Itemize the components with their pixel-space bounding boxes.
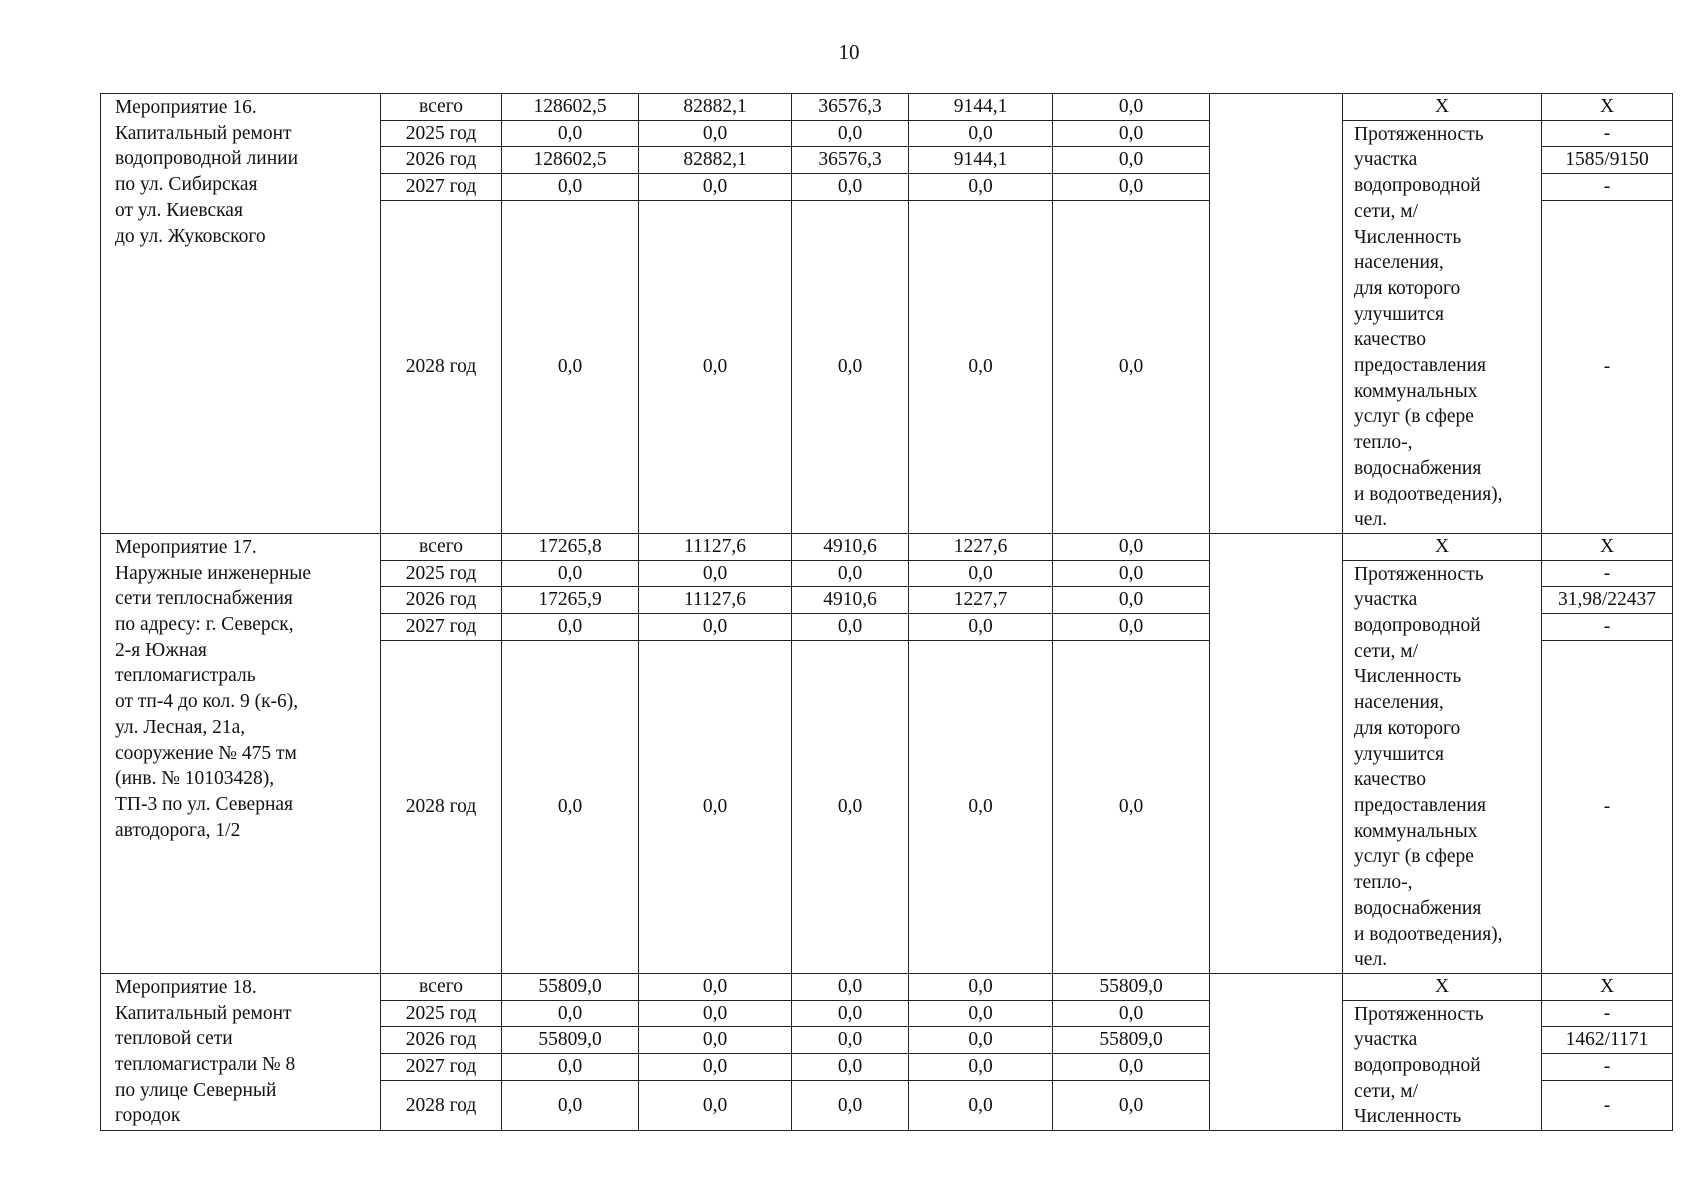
value-regional: 0,0 bbox=[792, 560, 909, 587]
value-other: 0,0 bbox=[1053, 200, 1210, 533]
value-total: 55809,0 bbox=[502, 973, 639, 1000]
event-18-row-total bbox=[101, 973, 1673, 1000]
value-total: 0,0 bbox=[502, 174, 639, 201]
indicator-value: - bbox=[1542, 1054, 1673, 1081]
period-label: 2026 год bbox=[381, 147, 502, 174]
value-total: 0,0 bbox=[502, 1080, 639, 1130]
event-16-blank-cell bbox=[1210, 94, 1343, 534]
period-label: 2028 год bbox=[381, 640, 502, 973]
value-regional: 0,0 bbox=[792, 200, 909, 533]
value-other: 0,0 bbox=[1053, 614, 1210, 641]
value-regional: 0,0 bbox=[792, 973, 909, 1000]
value-federal: 0,0 bbox=[639, 560, 792, 587]
indicator-value: 31,98/22437 bbox=[1542, 587, 1673, 614]
value-federal: 82882,1 bbox=[639, 147, 792, 174]
value-regional: 36576,3 bbox=[792, 147, 909, 174]
period-label: 2027 год bbox=[381, 1054, 502, 1081]
period-label: 2025 год bbox=[381, 1000, 502, 1027]
value-other: 0,0 bbox=[1053, 174, 1210, 201]
event-16-row-total bbox=[101, 94, 1673, 121]
period-label: всего bbox=[381, 94, 502, 121]
value-other: 0,0 bbox=[1053, 1000, 1210, 1027]
value-regional: 4910,6 bbox=[792, 533, 909, 560]
value-local: 0,0 bbox=[909, 1027, 1053, 1054]
period-label: 2028 год bbox=[381, 200, 502, 533]
value-local: 0,0 bbox=[909, 1054, 1053, 1081]
value-total: 128602,5 bbox=[502, 147, 639, 174]
event-18-blank-cell bbox=[1210, 973, 1343, 1130]
value-local: 0,0 bbox=[909, 1000, 1053, 1027]
program-table bbox=[100, 93, 1673, 1131]
event-16-name: Мероприятие 16. Капитальный ремонт водопроводной линии по ул. Сибирская от ул. Киевская до ул. Жуковского bbox=[101, 94, 381, 534]
period-label: 2027 год bbox=[381, 174, 502, 201]
event-17-name: Мероприятие 17. Наружные инженерные сети теплоснабжения по адресу: г. Северск, 2-я Южная тепломагистраль от тп-4 до кол. 9 (к-6), ул. Лесная, 21а, сооружение № 475 тм (инв. № 10103428), ТП-3 по ул. Северная автодорога, 1/2 bbox=[101, 533, 381, 973]
value-other: 55809,0 bbox=[1053, 1027, 1210, 1054]
period-label: 2025 год bbox=[381, 120, 502, 147]
value-federal: 0,0 bbox=[639, 614, 792, 641]
indicator-value: Х bbox=[1542, 94, 1673, 121]
indicator-value: 1585/9150 bbox=[1542, 147, 1673, 174]
value-total: 0,0 bbox=[502, 614, 639, 641]
value-other: 0,0 bbox=[1053, 587, 1210, 614]
indicator-value: - bbox=[1542, 640, 1673, 973]
value-local: 0,0 bbox=[909, 640, 1053, 973]
indicator-value: - bbox=[1542, 174, 1673, 201]
value-regional: 0,0 bbox=[792, 120, 909, 147]
indicator-value: - bbox=[1542, 560, 1673, 587]
value-other: 0,0 bbox=[1053, 94, 1210, 121]
period-label: всего bbox=[381, 973, 502, 1000]
indicator-value: - bbox=[1542, 614, 1673, 641]
value-other: 0,0 bbox=[1053, 147, 1210, 174]
value-local: 0,0 bbox=[909, 614, 1053, 641]
value-regional: 0,0 bbox=[792, 1000, 909, 1027]
page-number: 10 bbox=[838, 40, 860, 64]
value-other: 0,0 bbox=[1053, 560, 1210, 587]
value-local: 0,0 bbox=[909, 560, 1053, 587]
value-total: 0,0 bbox=[502, 120, 639, 147]
value-federal: 0,0 bbox=[639, 1080, 792, 1130]
value-regional: 0,0 bbox=[792, 640, 909, 973]
value-total: 0,0 bbox=[502, 1054, 639, 1081]
value-federal: 0,0 bbox=[639, 200, 792, 533]
indicator-header: Х bbox=[1343, 973, 1542, 1000]
value-total: 55809,0 bbox=[502, 1027, 639, 1054]
value-other: 55809,0 bbox=[1053, 973, 1210, 1000]
period-label: всего bbox=[381, 533, 502, 560]
value-total: 0,0 bbox=[502, 1000, 639, 1027]
value-federal: 0,0 bbox=[639, 1000, 792, 1027]
value-regional: 0,0 bbox=[792, 1027, 909, 1054]
event-16-indicator-name: Протяженность участка водопроводной сети, м/ Численность населения, для которого улучшится качество предоставления коммунальных услуг (в сфере тепло-, водоснабжения и водоотведения), чел. bbox=[1343, 120, 1542, 533]
indicator-value: - bbox=[1542, 120, 1673, 147]
period-label: 2026 год bbox=[381, 587, 502, 614]
value-regional: 4910,6 bbox=[792, 587, 909, 614]
value-other: 0,0 bbox=[1053, 120, 1210, 147]
value-local: 9144,1 bbox=[909, 147, 1053, 174]
value-federal: 11127,6 bbox=[639, 587, 792, 614]
value-federal: 0,0 bbox=[639, 973, 792, 1000]
value-regional: 36576,3 bbox=[792, 94, 909, 121]
value-federal: 0,0 bbox=[639, 640, 792, 973]
value-federal: 11127,6 bbox=[639, 533, 792, 560]
indicator-value: - bbox=[1542, 200, 1673, 533]
value-local: 0,0 bbox=[909, 973, 1053, 1000]
value-federal: 0,0 bbox=[639, 174, 792, 201]
event-17-indicator-name: Протяженность участка водопроводной сети, м/ Численность населения, для которого улучшится качество предоставления коммунальных услуг (в сфере тепло-, водоснабжения и водоотведения), чел. bbox=[1343, 560, 1542, 973]
period-label: 2028 год bbox=[381, 1080, 502, 1130]
value-local: 0,0 bbox=[909, 174, 1053, 201]
indicator-header: Х bbox=[1343, 533, 1542, 560]
value-other: 0,0 bbox=[1053, 533, 1210, 560]
event-18-indicator-name: Протяженность участка водопроводной сети, м/ Численность bbox=[1343, 1000, 1542, 1131]
indicator-value: Х bbox=[1542, 533, 1673, 560]
indicator-value: - bbox=[1542, 1000, 1673, 1027]
value-other: 0,0 bbox=[1053, 640, 1210, 973]
value-federal: 82882,1 bbox=[639, 94, 792, 121]
value-regional: 0,0 bbox=[792, 614, 909, 641]
value-federal: 0,0 bbox=[639, 120, 792, 147]
value-total: 0,0 bbox=[502, 640, 639, 973]
event-18-name: Мероприятие 18. Капитальный ремонт тепловой сети тепломагистрали № 8 по улице Северный городок bbox=[101, 973, 381, 1130]
value-total: 0,0 bbox=[502, 560, 639, 587]
value-federal: 0,0 bbox=[639, 1054, 792, 1081]
value-local: 0,0 bbox=[909, 200, 1053, 533]
event-17-blank-cell bbox=[1210, 533, 1343, 973]
event-17-row-total bbox=[101, 533, 1673, 560]
value-local: 9144,1 bbox=[909, 94, 1053, 121]
value-federal: 0,0 bbox=[639, 1027, 792, 1054]
indicator-header: Х bbox=[1343, 94, 1542, 121]
value-local: 0,0 bbox=[909, 1080, 1053, 1130]
value-regional: 0,0 bbox=[792, 1054, 909, 1081]
indicator-value: Х bbox=[1542, 973, 1673, 1000]
value-regional: 0,0 bbox=[792, 174, 909, 201]
indicator-value: - bbox=[1542, 1080, 1673, 1130]
value-regional: 0,0 bbox=[792, 1080, 909, 1130]
value-total: 17265,8 bbox=[502, 533, 639, 560]
period-label: 2027 год bbox=[381, 614, 502, 641]
value-other: 0,0 bbox=[1053, 1054, 1210, 1081]
value-local: 1227,7 bbox=[909, 587, 1053, 614]
value-total: 128602,5 bbox=[502, 94, 639, 121]
value-total: 17265,9 bbox=[502, 587, 639, 614]
period-label: 2025 год bbox=[381, 560, 502, 587]
value-local: 1227,6 bbox=[909, 533, 1053, 560]
value-total: 0,0 bbox=[502, 200, 639, 533]
indicator-value: 1462/1171 bbox=[1542, 1027, 1673, 1054]
value-local: 0,0 bbox=[909, 120, 1053, 147]
value-other: 0,0 bbox=[1053, 1080, 1210, 1130]
period-label: 2026 год bbox=[381, 1027, 502, 1054]
